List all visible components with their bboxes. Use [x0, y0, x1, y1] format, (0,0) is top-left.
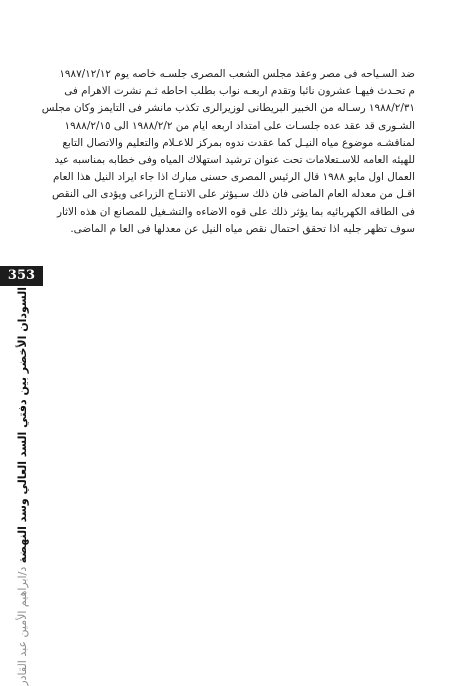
paragraph-line: لمناقشـه موضوع مياه النيـل كما عقدت ندوه بمركز للاعـلام والتعليم والاتصال التابع — [62, 136, 415, 149]
author-name: د/ابراهيم الأمين عبد القادر — [16, 566, 29, 686]
page-number-tab — [0, 266, 43, 286]
running-head — [12, 287, 34, 686]
body-paragraph — [41, 66, 415, 238]
paragraph-line: م تحـدث فيهـا عشرون نائبا وتقدم اربعـه نواب بطلب احاطه ثـم نشرت الاهرام فى — [64, 85, 415, 98]
paragraph-line: ١٩٨٨/٢/٣١ رسـاله من الخبير البريطانى لوزيرالرى تكذب مانشر فى التايمز وكان مجلس — [41, 102, 415, 115]
running-head-text — [12, 287, 34, 686]
paragraph-line: اقـل من معدله العام الماضى فان ذلك سـيؤثر على الانتـاج الزراعى ويؤدى الى النقص — [51, 188, 415, 201]
book-title: السودان الأخضر بين دفتي السد العالي وسد النهضة — [16, 287, 29, 564]
paragraph-line: الشـورى قد عقد عده جلسـات على امتداد اربعه ايام من ١٩٨٨/٢/٢ الى ١٩٨٨/٢/١٥ — [64, 119, 415, 132]
paragraph-line: فى الطاقه الكهربائيه بما يؤثر ذلك على قوه الاضاءه والتشـغيل للمصانع ان هذه الاثار — [56, 205, 415, 218]
paragraph-line: العمال اول مايو ١٩٨٨ قال الرئيس المصرى حسنى مبارك اذا جاء ايراد النيل هذا العام — [52, 171, 415, 184]
paragraph-line: سوف تظهر جليه اذا تحقق احتمال نقص مياه النيل عن معدلها فى العا م الماضى. — [70, 222, 415, 235]
paragraph-line: ضد السـياحه فى مصر وعقد مجلس الشعب المصرى جلسـه خاصه يوم ١٩٨٧/١٢/١٢ — [59, 68, 415, 80]
paragraph-line: للهيئه العامه للاسـتعلامات تحت عنوان ترشيد استهلاك المياه وفى خطابه بمناسبه عيد — [54, 153, 415, 166]
page-number: 353 — [7, 268, 36, 283]
